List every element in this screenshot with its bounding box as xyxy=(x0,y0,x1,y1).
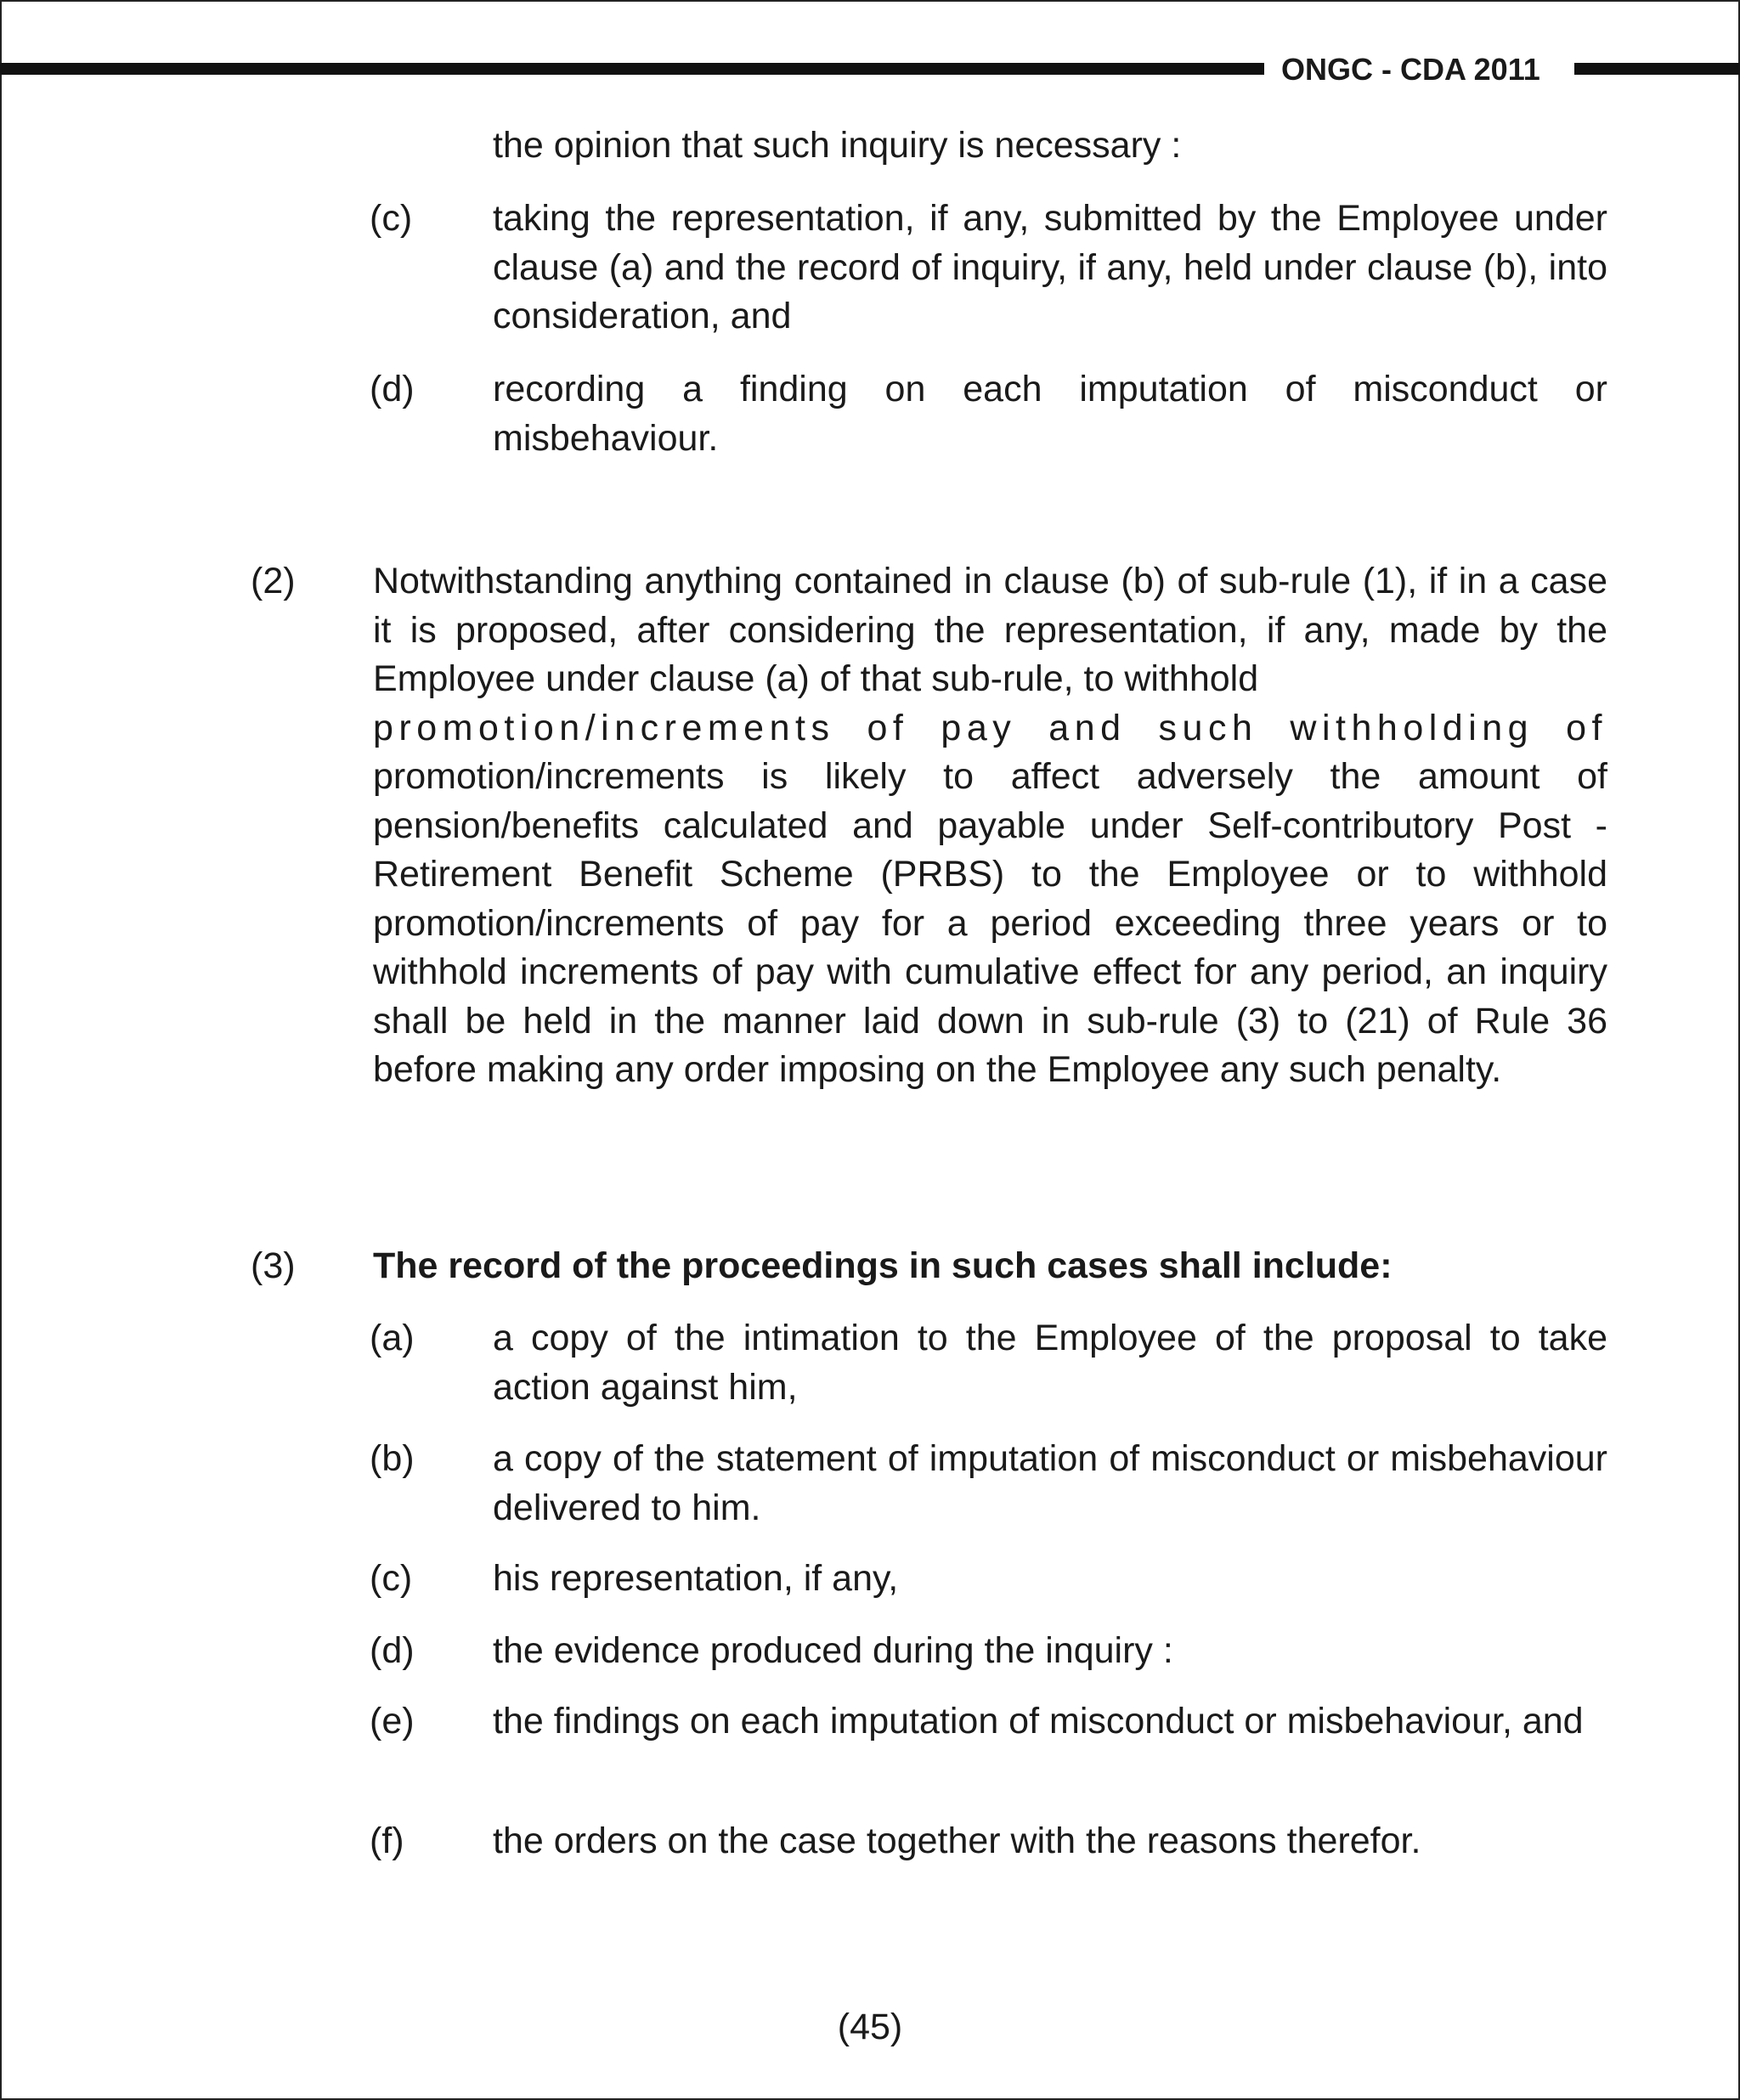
rule-3-item-c-text: his representation, if any, xyxy=(493,1558,899,1599)
header-rule-left xyxy=(0,63,1264,75)
document-header-title: ONGC - CDA 2011 xyxy=(1281,52,1540,87)
rule-3-item-a-text: a copy of the intimation to the Employee of the proposal to take action against him, xyxy=(493,1318,1607,1408)
rule-3-item-d-label: (d) xyxy=(370,1630,415,1671)
rule-3-label: (3) xyxy=(251,1245,296,1286)
page-number: (45) xyxy=(837,2007,903,2047)
item-c-label: (c) xyxy=(370,198,413,239)
item-d-label: (d) xyxy=(370,369,415,409)
rule-3-heading: The record of the proceedings in such cases shall include: xyxy=(373,1245,1393,1286)
rule-3-item-b-label: (b) xyxy=(370,1438,415,1479)
rule-3-item-a-label: (a) xyxy=(370,1318,415,1358)
rule-3-item-f-text: the orders on the case together with the reasons therefor. xyxy=(493,1821,1421,1861)
header-rule-right xyxy=(1574,63,1740,75)
rule-3-item-e-text: the findings on each imputation of misconduct or misbehaviour, and xyxy=(493,1701,1584,1742)
rule-3-item-c-label: (c) xyxy=(370,1558,413,1599)
rule-2-text-part-1: Notwithstanding anything contained in clause (b) of sub-rule (1), if in a case it is proposed, after considering the representation, if any, made by the Employee under clause (a) of that sub-rule, to withhold xyxy=(373,561,1607,699)
rule-2-text-part-3: promotion/increments is likely to affect adversely the amount of pension/benefits calculated and payable under Self-contributory Post - Retirement Benefit Scheme (PRBS) to the Employee or to withhold promotion/increments of pay for a period exceeding three years or to withhold increments of pay with cumulative effect for any period, an inquiry shall be held in the manner laid down in sub-rule (3) to (21) of Rule 36 before making any order imposing on the Employee any such penalty. xyxy=(373,756,1607,1090)
rule-3-item-f-label: (f) xyxy=(370,1821,404,1861)
rule-2-label: (2) xyxy=(251,561,296,601)
rule-3-item-d-text: the evidence produced during the inquiry : xyxy=(493,1630,1173,1671)
rule-2-text-part-2: promotion/increments of pay and such withholding of xyxy=(373,708,1607,748)
item-c-text: taking the representation, if any, submitted by the Employee under clause (a) and the record of inquiry, if any, held under clause (b), into consideration, and xyxy=(493,198,1607,336)
rule-3-item-e-label: (e) xyxy=(370,1701,415,1742)
item-d-text: recording a finding on each imputation of misconduct or misbehaviour. xyxy=(493,369,1607,459)
rule-3-item-b-text: a copy of the statement of imputation of misconduct or misbehaviour delivered to him. xyxy=(493,1438,1607,1528)
continuation-text: the opinion that such inquiry is necessary : xyxy=(493,125,1182,166)
